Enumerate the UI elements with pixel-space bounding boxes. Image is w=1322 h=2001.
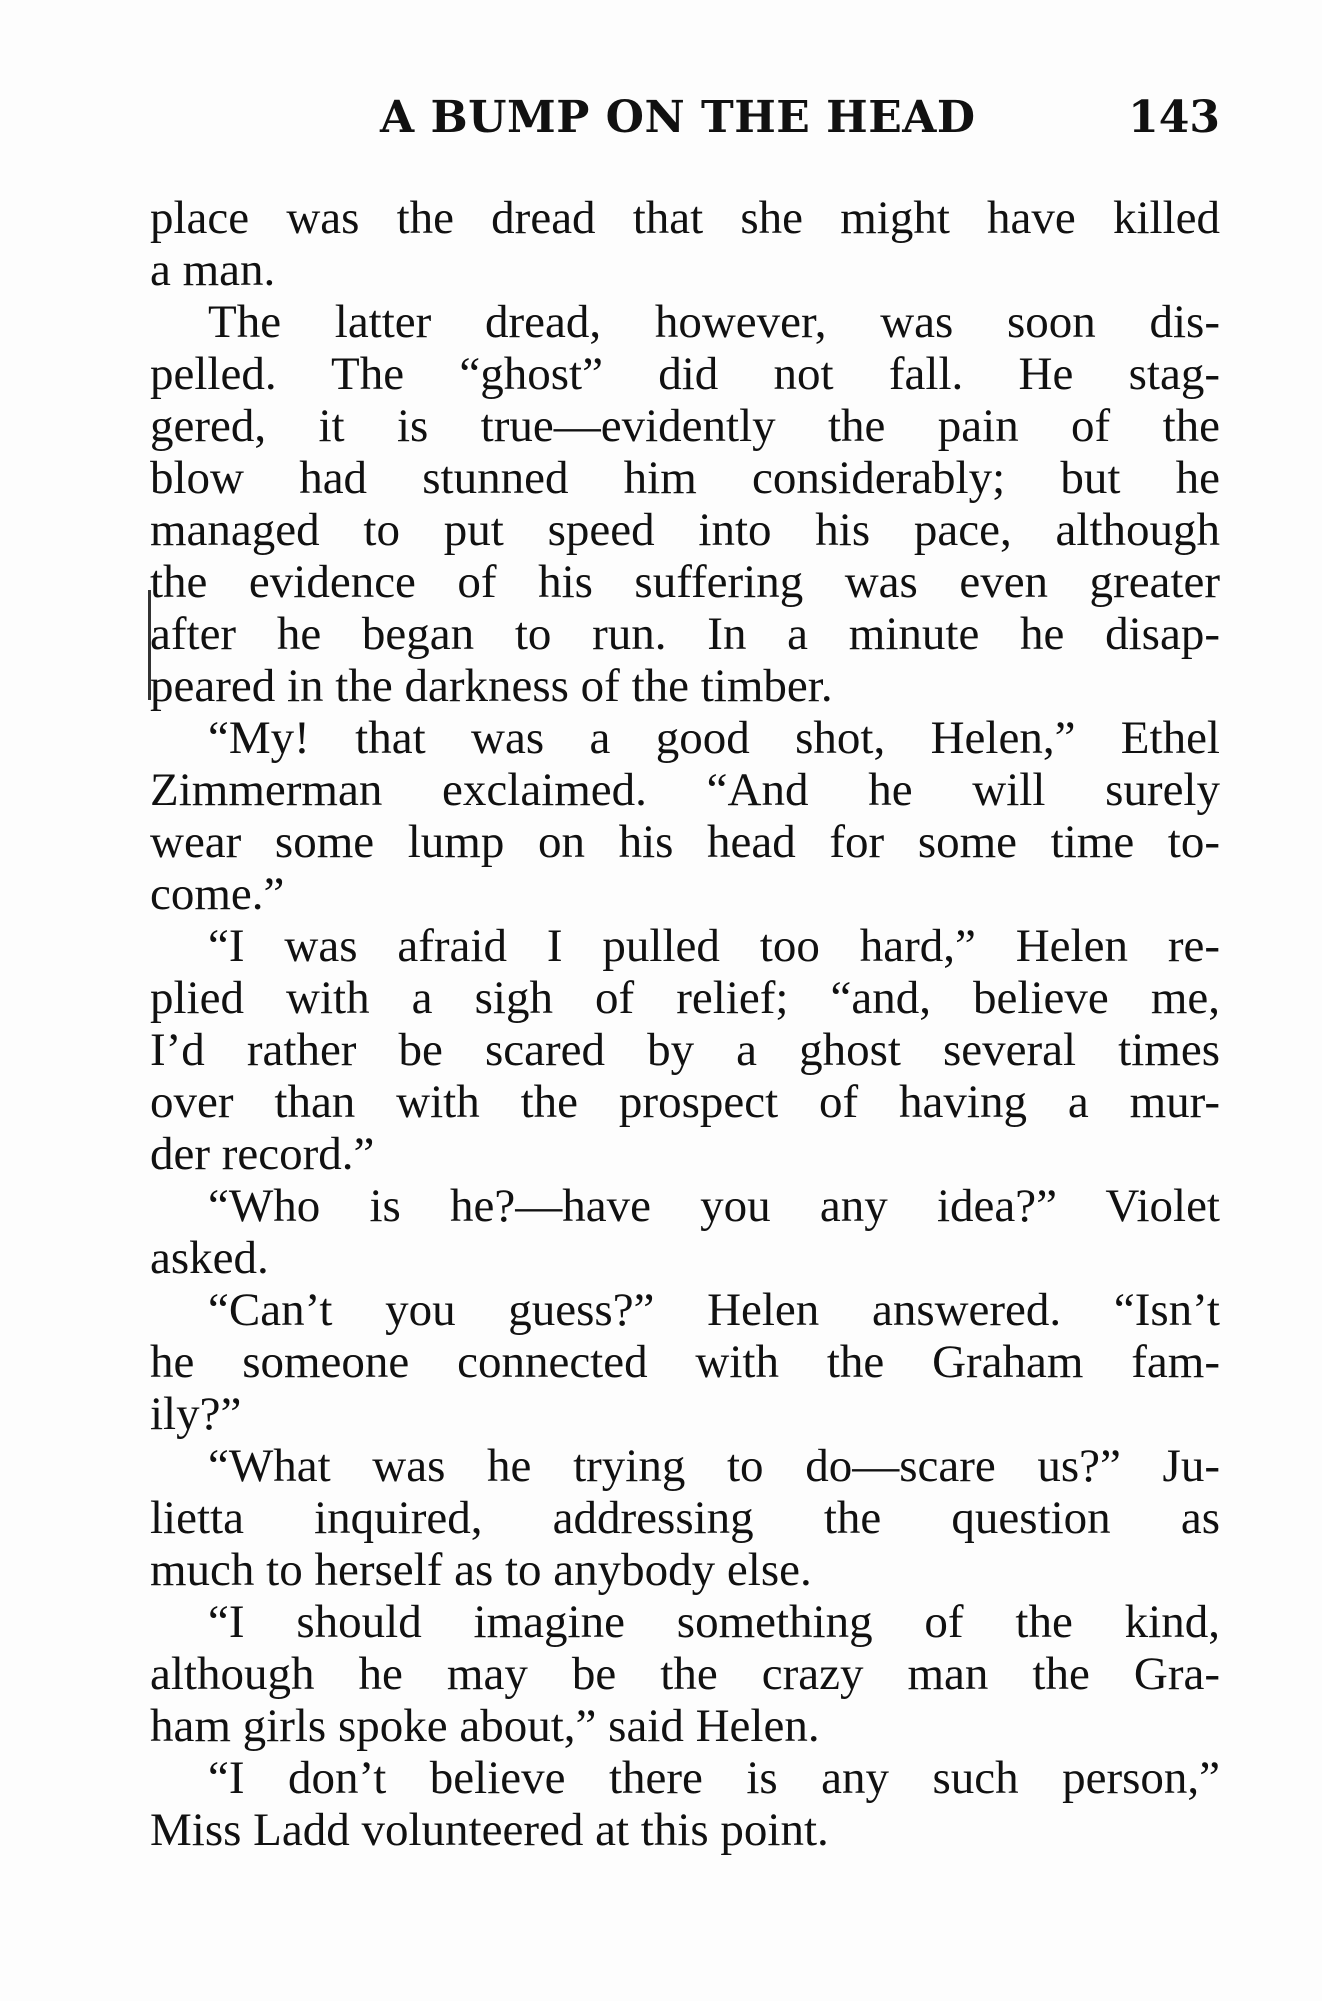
page-number: 143 (1128, 92, 1220, 143)
text-line: managed to put speed into his pace, although (150, 504, 1220, 556)
text-line: ham girls spoke about,” said Helen. (150, 1700, 820, 1752)
text-line: der record.” (150, 1128, 375, 1180)
text-line: after he began to run. In a minute he disap- (150, 608, 1220, 660)
text-line: gered, it is true—evidently the pain of the (150, 400, 1220, 452)
text-line: although he may be the crazy man the Gra- (150, 1648, 1220, 1700)
text-line: asked. (150, 1232, 269, 1284)
text-line: The latter dread, however, was soon dis- (208, 296, 1220, 348)
text-line: Zimmerman exclaimed. “And he will surely (150, 764, 1220, 816)
running-head (150, 92, 1220, 152)
text-line: plied with a sigh of relief; “and, believe me, (150, 972, 1220, 1024)
text-line: place was the dread that she might have killed (150, 192, 1220, 244)
text-line: much to herself as to anybody else. (150, 1544, 812, 1596)
text-line: pelled. The “ghost” did not fall. He stag- (150, 348, 1220, 400)
text-line: “What was he trying to do—scare us?” Ju- (208, 1440, 1220, 1492)
text-line: a man. (150, 244, 276, 296)
text-line: “I was afraid I pulled too hard,” Helen re- (208, 920, 1220, 972)
text-line: the evidence of his suffering was even greater (150, 556, 1220, 608)
text-line: over than with the prospect of having a mur- (150, 1076, 1220, 1128)
text-line: “I don’t believe there is any such person,” (208, 1752, 1220, 1804)
text-line: peared in the darkness of the timber. (150, 660, 833, 712)
running-title: A BUMP ON THE HEAD (380, 92, 976, 143)
text-line: I’d rather be scared by a ghost several times (150, 1024, 1220, 1076)
text-line: “My! that was a good shot, Helen,” Ethel (208, 712, 1220, 764)
text-line: come.” (150, 868, 285, 920)
body-text (150, 192, 1220, 1856)
text-line: blow had stunned him considerably; but he (150, 452, 1220, 504)
text-line: he someone connected with the Graham fam- (150, 1336, 1220, 1388)
text-line: Miss Ladd volunteered at this point. (150, 1804, 829, 1856)
text-line: “Who is he?—have you any idea?” Violet (208, 1180, 1220, 1232)
text-line: lietta inquired, addressing the question as (150, 1492, 1220, 1544)
text-line: “I should imagine something of the kind, (208, 1596, 1220, 1648)
text-line: “Can’t you guess?” Helen answered. “Isn’t (208, 1284, 1220, 1336)
text-line: ily?” (150, 1388, 242, 1440)
text-line: wear some lump on his head for some time to- (150, 816, 1220, 868)
